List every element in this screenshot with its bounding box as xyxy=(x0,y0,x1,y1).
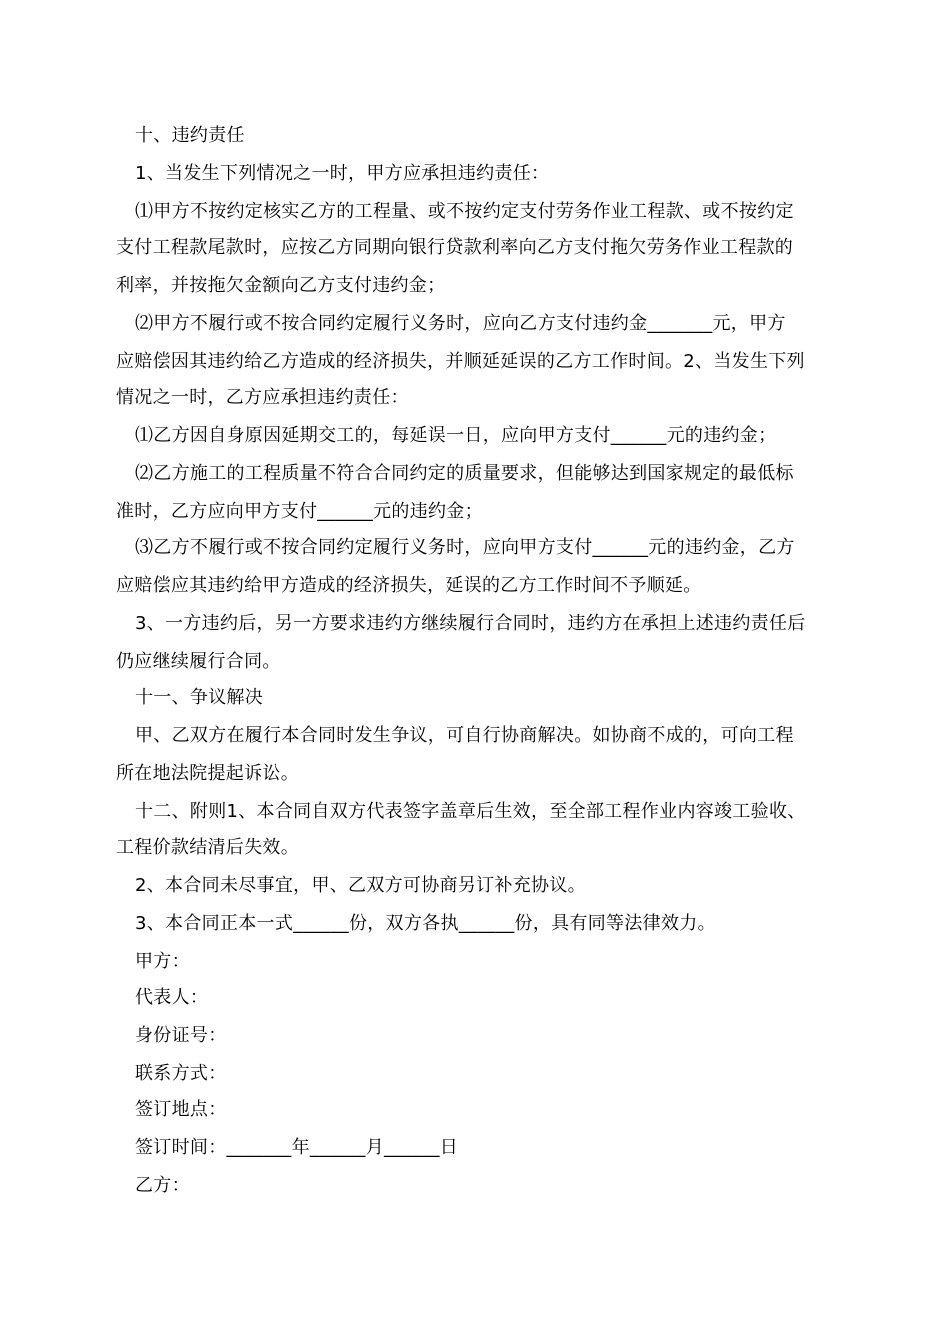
clause-2-item-3-line-1: ⑶乙方不履行或不按合同约定履行义务时，应向甲方支付______元的违约金，乙方 xyxy=(135,537,795,558)
annex-clause-3: 3、本合同正本一式______份，双方各执______份，具有同等法律效力。 xyxy=(135,913,716,934)
dispute-line-1: 甲、乙双方在履行本合同时发生争议，可自行协商解决。如协商不成的，可向工程 xyxy=(135,725,794,746)
clause-1-item-1-line-3: 利率，并按拖欠金额向乙方支付违约金； xyxy=(116,275,446,296)
signing-date-label: 签订时间：_______年______月______日 xyxy=(135,1137,459,1158)
annex-clause-2: 2、本合同未尽事宜，甲、乙双方可协商另订补充协议。 xyxy=(135,875,586,896)
party-b-label: 乙方： xyxy=(135,1175,190,1196)
section-heading-breach: 十、违约责任 xyxy=(135,125,245,146)
id-number-label: 身份证号： xyxy=(135,1025,227,1046)
clause-2-item-2-line-2: 准时，乙方应向甲方支付______元的违约金； xyxy=(116,501,483,522)
clause-1-item-1-line-1: ⑴甲方不按约定核实乙方的工程量、或不按约定支付劳务作业工程款、或不按约定 xyxy=(135,201,794,222)
annex-line-2: 工程价款结清后失效。 xyxy=(116,837,299,858)
clause-2-item-1: ⑴乙方因自身原因延期交工的，每延误一日，应向甲方支付______元的违约金； xyxy=(135,425,777,446)
clause-1-item-2-line-2: 应赔偿因其违约给乙方造成的经济损失，并顺延延误的乙方工作时间。2、当发生下列 xyxy=(116,351,805,372)
signing-place-label: 签订地点： xyxy=(135,1099,227,1120)
representative-label: 代表人： xyxy=(135,987,209,1008)
party-a-label: 甲方： xyxy=(135,951,190,972)
clause-2-item-3-line-2: 应赔偿应其违约给甲方造成的经济损失，延误的乙方工作时间不予顺延。 xyxy=(116,575,702,596)
dispute-line-2: 所在地法院提起诉讼。 xyxy=(116,763,299,784)
annex-line-1: 十二、附则1、本合同自双方代表签字盖章后生效，至全部工程作业内容竣工验收、 xyxy=(135,801,806,822)
clause-3-line-1: 3、一方违约后，另一方要求违约方继续履行合同时，违约方在承担上述违约责任后 xyxy=(135,613,806,634)
clause-2-intro: 情况之一时，乙方应承担违约责任： xyxy=(116,387,409,408)
section-heading-dispute: 十一、争议解决 xyxy=(135,687,264,708)
contact-label: 联系方式： xyxy=(135,1063,227,1084)
clause-1-intro: 1、当发生下列情况之一时，甲方应承担违约责任： xyxy=(135,163,550,184)
clause-1-item-1-line-2: 支付工程款尾款时，应按乙方同期向银行贷款利率向乙方支付拖欠劳务作业工程款的 xyxy=(116,237,794,258)
clause-1-item-2-line-1: ⑵甲方不履行或不按合同约定履行义务时，应向乙方支付违约金_______元，甲方 xyxy=(135,313,786,334)
clause-2-item-2-line-1: ⑵乙方施工的工程质量不符合合同约定的质量要求，但能够达到国家规定的最低标 xyxy=(135,463,794,484)
clause-3-line-2: 仍应继续履行合同。 xyxy=(116,651,281,672)
